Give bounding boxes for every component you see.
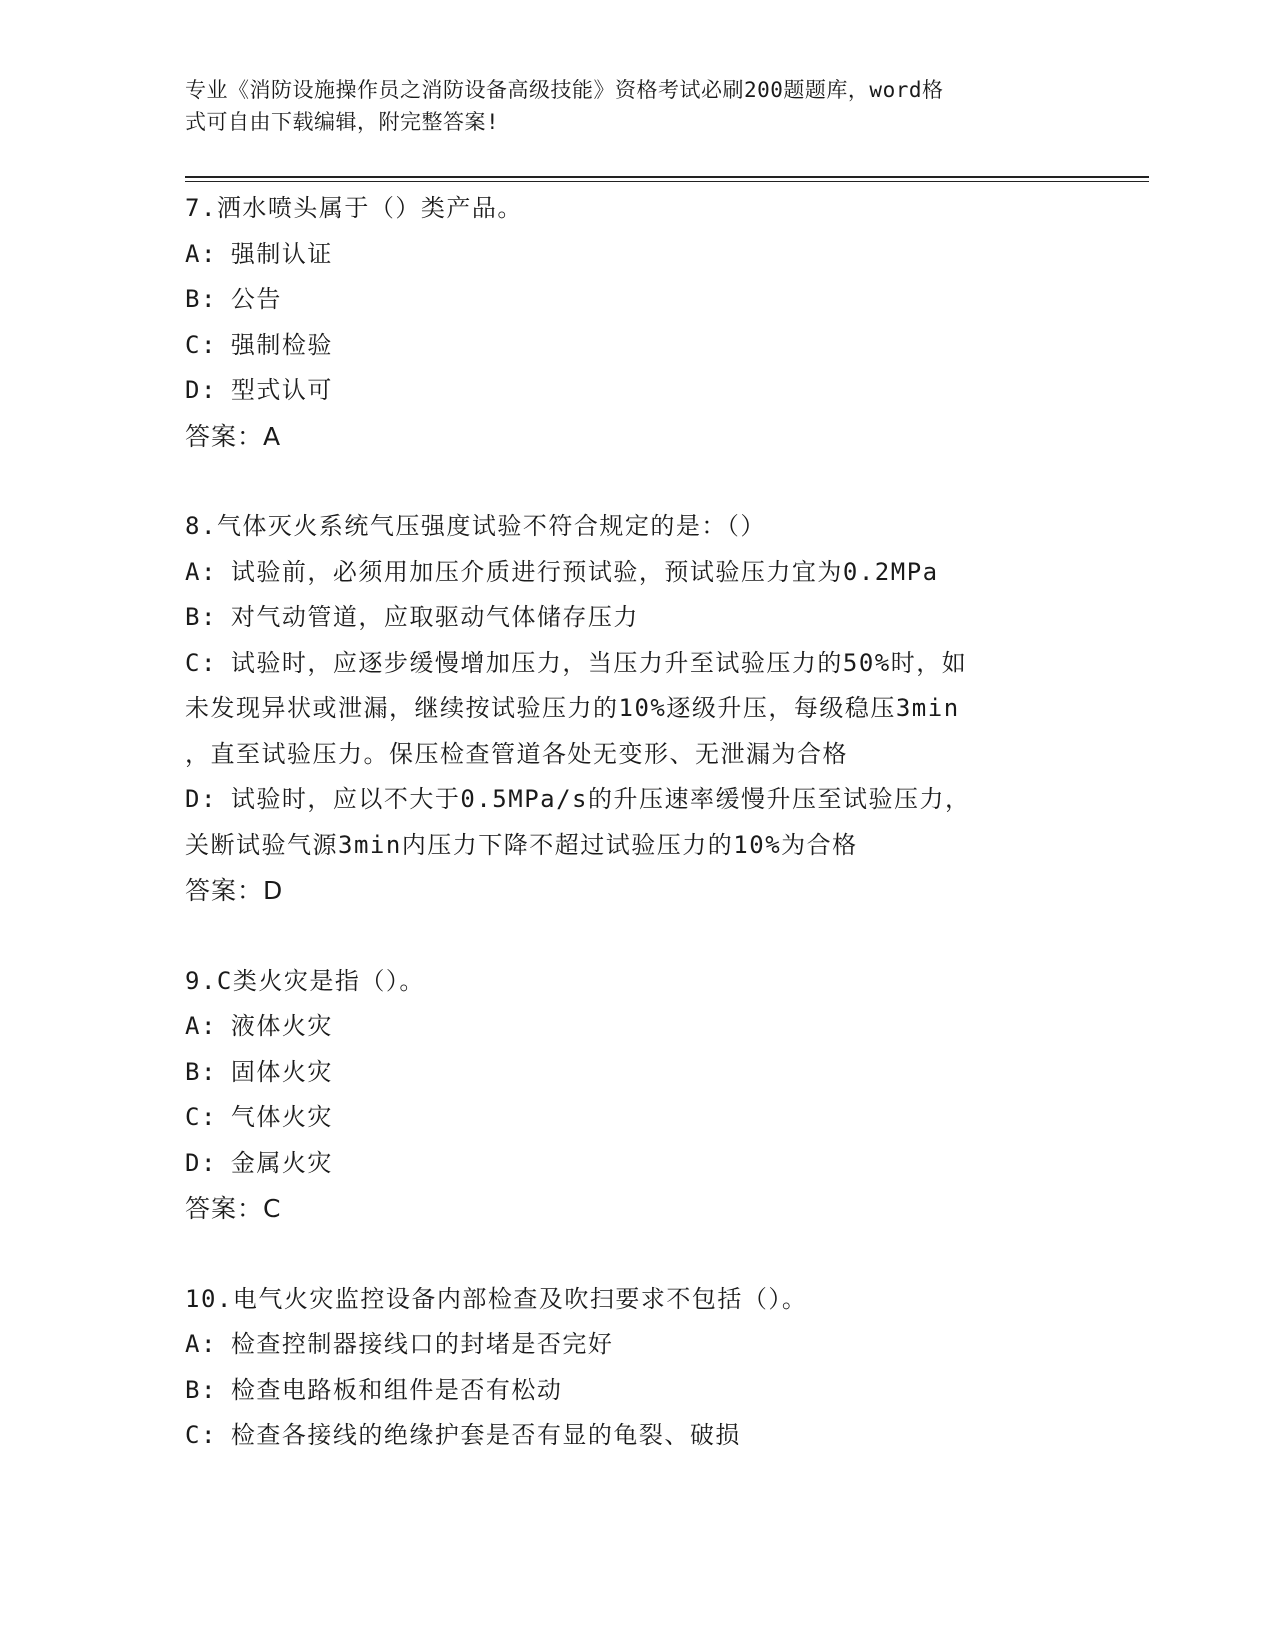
option-letter: C	[185, 330, 201, 359]
option-separator: :	[200, 1103, 217, 1131]
option-text: 试验时，应逐步缓慢增加压力，当压力升至试验压力的50%时，如	[230, 648, 968, 677]
option-continuation	[185, 686, 1085, 732]
question-block	[185, 1277, 1085, 1459]
option-letter: D	[185, 376, 201, 404]
option-letter: B	[185, 285, 201, 313]
option-separator: :	[200, 1421, 217, 1449]
option-a	[185, 232, 1085, 278]
header-title-line-2: 式可自由下载编辑，附完整答案!	[185, 110, 500, 134]
option-text: 固体火灾	[230, 1057, 333, 1086]
option-b	[185, 1368, 1085, 1414]
option-c	[185, 641, 1085, 687]
question-stem: 10.电气火灾监控设备内部检查及吹扫要求不包括（）。	[185, 1284, 808, 1313]
option-c	[185, 1413, 1085, 1459]
option-c	[185, 1095, 1085, 1141]
option-d	[185, 368, 1085, 414]
option-a	[185, 1322, 1085, 1368]
option-b	[185, 595, 1085, 641]
option-separator: :	[200, 1012, 217, 1040]
option-separator: :	[200, 785, 217, 813]
option-text: 试验时，应以不大于0.5MPa/s的升压速率缓慢升压至试验压力，	[230, 785, 971, 813]
answer-line: 答案：A	[185, 421, 282, 451]
question-stem: 9.C类火灾是指（）。	[185, 966, 425, 995]
option-text: 检查控制器接线口的封堵是否完好	[230, 1330, 614, 1358]
option-text: 金属火灾	[230, 1148, 333, 1177]
option-text: 液体火灾	[230, 1012, 333, 1040]
option-letter: B	[185, 603, 201, 631]
option-letter: D	[185, 785, 201, 813]
header-title-line-1: 专业《消防设施操作员之消防设备高级技能》资格考试必刷200题题库，word格	[185, 78, 944, 102]
option-separator: :	[200, 1330, 217, 1358]
option-letter: C	[185, 648, 201, 677]
option-letter: B	[185, 1057, 201, 1086]
option-b	[185, 1050, 1085, 1096]
option-separator: :	[200, 376, 217, 404]
option-text: 检查电路板和组件是否有松动	[230, 1375, 563, 1404]
option-separator: :	[200, 330, 217, 359]
option-text: 检查各接线的绝缘护套是否有显的龟裂、破损	[230, 1421, 741, 1449]
option-text: 强制检验	[230, 330, 333, 359]
option-d	[185, 1141, 1085, 1187]
option-text: 对气动管道，应取驱动气体储存压力	[230, 603, 639, 631]
option-separator: :	[200, 1375, 217, 1404]
option-separator: :	[200, 603, 217, 631]
option-b	[185, 277, 1085, 323]
option-continuation	[185, 732, 1085, 778]
option-separator: :	[200, 239, 217, 268]
option-separator: :	[200, 285, 217, 313]
header-divider-thin	[185, 181, 1149, 182]
option-letter: B	[185, 1375, 201, 1404]
option-text: 型式认可	[230, 376, 333, 404]
answer-line: 答案：C	[185, 1194, 282, 1223]
option-letter: A	[185, 239, 201, 268]
option-letter: A	[185, 1012, 201, 1040]
option-text: 强制认证	[230, 239, 333, 268]
question-block	[185, 186, 1085, 459]
option-d	[185, 777, 1085, 823]
option-text: 未发现异状或泄漏，继续按试验压力的10%逐级升压，每级稳压3min	[185, 694, 960, 722]
option-separator: :	[200, 1148, 217, 1177]
option-a	[185, 550, 1085, 596]
option-text: 关断试验气源3min内压力下降不超过试验压力的10%为合格	[185, 830, 858, 859]
option-a	[185, 1004, 1085, 1050]
option-separator: :	[200, 557, 217, 586]
option-text: 试验前，必须用加压介质进行预试验，预试验压力宜为0.2MPa	[230, 557, 939, 586]
option-letter: C	[185, 1103, 201, 1131]
option-letter: D	[185, 1148, 201, 1177]
option-separator: :	[200, 1057, 217, 1086]
option-continuation	[185, 823, 1085, 869]
question-list	[185, 186, 1085, 1504]
option-text: ，直至试验压力。保压检查管道各处无变形、无泄漏为合格	[185, 739, 848, 768]
option-text: 气体火灾	[230, 1103, 333, 1131]
option-letter: A	[185, 1330, 201, 1358]
document-header	[185, 74, 1065, 138]
option-letter: A	[185, 557, 201, 586]
question-block	[185, 959, 1085, 1232]
option-separator: :	[200, 648, 217, 677]
option-text: 公告	[230, 285, 282, 313]
answer-line: 答案：D	[185, 876, 284, 905]
option-letter: C	[185, 1421, 201, 1449]
question-stem: 8.气体灭火系统气压强度试验不符合规定的是：（）	[185, 512, 766, 540]
question-block	[185, 504, 1085, 914]
header-divider-thick	[185, 176, 1149, 178]
option-c	[185, 323, 1085, 369]
question-stem: 7.洒水喷头属于（）类产品。	[185, 194, 523, 222]
